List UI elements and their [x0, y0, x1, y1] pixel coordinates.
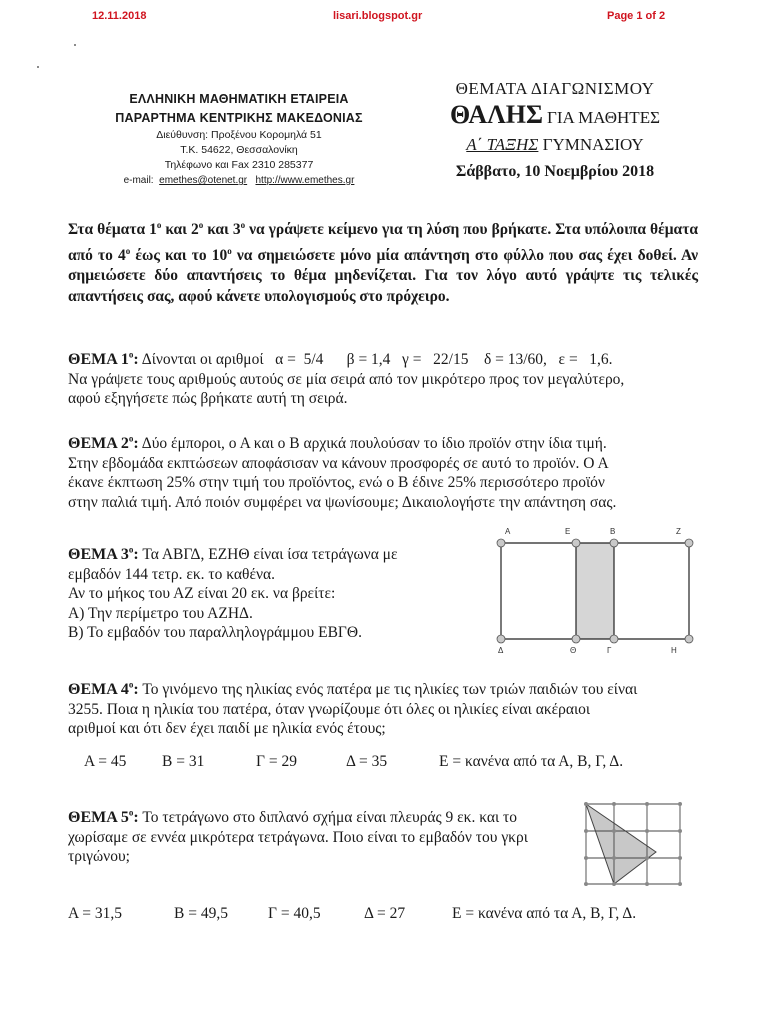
ordinal-sup: ο [227, 245, 232, 256]
q4-title: ΘΕΜΑ $4^o$: [68, 679, 139, 698]
page-number: Page 1 of 2 [607, 10, 666, 22]
q1-line1 [68, 350, 708, 370]
contest-label: ΘΕΜΑΤΑ ΔΙΑΓΩΝΙΣΜΟΥ [455, 79, 655, 98]
postal-code: Τ.Κ. 54622, Θεσσαλονίκη [180, 144, 298, 156]
q3-line5: Β) Το εμβαδόν του παραλληλογράμμου ΕΒΓΘ. [68, 624, 362, 641]
phone: Τηλέφωνο και Fax 2310 285377 [164, 159, 314, 171]
q2-line4: στην παλιά τιμή. Από ποιόν συμφέρει να ψωνίσουμε; Δικαιολογήστε την απάντηση σας. [68, 493, 617, 511]
society-header [84, 90, 394, 188]
label-a: Α [505, 527, 511, 536]
contest-title [420, 100, 690, 134]
q5-answer-b[interactable]: Β = 49,5 [174, 905, 228, 922]
for-students: ΓΙΑ ΜΑΘΗΤΕΣ [546, 108, 660, 127]
question-2 [68, 434, 708, 512]
branch-name: ΠΑΡΑΡΤΗΜΑ ΚΕΝΤΡΙΚΗΣ ΜΑΚΕΔΟΝΙΑΣ [115, 111, 363, 125]
q4-answer-e[interactable]: Ε = κανένα από τα Α, Β, Γ, Δ. [439, 753, 624, 770]
q4-answer-b[interactable]: Β = 31 [162, 753, 205, 770]
label-b: Β [610, 527, 616, 536]
q3-text: Τα ΑΒΓΔ, ΕΖΗΘ είναι ίσα τετράγωνα με [138, 546, 398, 563]
school: ΓΥΜΝΑΣΙΟΥ [542, 135, 644, 154]
q5-answer-g[interactable]: Γ = 40,5 [268, 905, 321, 922]
q4-answer-g[interactable]: Γ = 29 [256, 753, 297, 770]
question-4 [68, 680, 708, 739]
scan-speck [74, 44, 76, 46]
top-bar [0, 10, 768, 28]
question-5 [68, 808, 588, 867]
q3-line4: Α) Την περίμετρο του ΑΖΗΔ. [68, 604, 253, 622]
q1-text: Δίνονται οι αριθμοί α = 5/4 β = 1,4 γ = 22/15 δ = 13/60, ε = 1,6. [138, 351, 613, 368]
q4-answer-d[interactable]: Δ = 35 [346, 753, 388, 770]
label-th: Θ [570, 646, 577, 655]
q1-title: ΘΕΜΑ $1^o$: [68, 349, 139, 368]
q2-line3: έκανε έκπτωση 25% στην τιμή του προϊόντος, ενώ ο Β έδινε 25% περισσότερο προϊόν [68, 474, 605, 491]
gray-triangle [586, 804, 656, 884]
q4-line1 [68, 680, 708, 700]
label-d: Δ [498, 646, 504, 655]
label-h: Η [671, 646, 677, 655]
scan-speck [37, 66, 39, 68]
q5-text: Το τετράγωνο στο διπλανό σχήμα είναι πλευράς 9 εκ. και το [138, 809, 518, 826]
grade-line [420, 134, 690, 156]
q2-text: Δύο έμποροι, ο Α και ο Β αρχικά πουλούσαν το ίδιο προϊόν στην ίδια τιμή. [138, 435, 607, 452]
ordinal-sup: ο [156, 220, 162, 230]
parallelogram-ebgth [576, 543, 614, 639]
q5-answer-e[interactable]: Ε = κανένα από τα Α, Β, Γ, Δ. [452, 905, 637, 922]
label-e: Ε [565, 527, 571, 536]
q5-title: ΘΕΜΑ $5^o$: [68, 807, 139, 826]
grade: Α΄ ΤΑΞΗΣ [466, 135, 539, 154]
question-1 [68, 350, 708, 409]
ordinal-sup: ο [198, 220, 204, 230]
instr-part: και 2 [161, 221, 199, 239]
q1-line2: Να γράψετε τους αριθμούς αυτούς σε μία σειρά από τον μικρότερο προς τον μεγαλύτερο, [68, 370, 625, 388]
q4-answer-a[interactable]: Α = 45 [84, 753, 127, 770]
q3-line2: εμβαδόν 144 τετρ. εκ. το καθένα. [68, 565, 275, 583]
ordinal-sup: ο [125, 245, 131, 256]
q2-line1 [68, 434, 708, 454]
print-date: 12.11.2018 [92, 10, 147, 22]
contact-line [84, 173, 394, 188]
instr-part: Στα θέματα 1 [68, 221, 157, 239]
society-name: ΕΛΛΗΝΙΚΗ ΜΑΘΗΜΑΤΙΚΗ ΕΤΑΙΡΕΙΑ [129, 92, 349, 106]
address: Διεύθυνση: Προξένου Κορομηλά 51 [156, 129, 322, 141]
q4-line3: αριθμοί και ότι δεν έχει παιδί με ηλικία ενός έτους; [68, 720, 386, 737]
exam-date: Σάββατο, 10 Νοεμβρίου 2018 [455, 163, 655, 180]
q2-title: ΘΕΜΑ $2^o$: [68, 433, 139, 452]
ordinal-sup: ο [240, 220, 246, 230]
question-3 [68, 545, 498, 643]
q3-line3: Αν το μήκος του ΑΖ είναι 20 εκ. να βρείτε: [68, 585, 336, 602]
q4-line2: 3255. Ποια η ηλικία του πατέρα, όταν γνωρίζουμε ότι όλες οι ηλικίες είναι ακέραιοι [68, 700, 591, 718]
q3-title: ΘΕΜΑ $3^o$: [68, 544, 139, 563]
q2-line2: Στην εβδομάδα εκπτώσεων αποφάσισαν να κάνουν προσφορές σε αυτό το προϊόν. Ο Α [68, 454, 609, 472]
q5-answer-d[interactable]: Δ = 27 [364, 905, 406, 922]
instr-part: να σημειώσετε μόνο μία απάντηση στο φύλλο που σας έχει δοθεί. Αν σημειώσετε δύο απαντήσεις το θέμα μηδενίζεται. Για τον λόγο αυτό γράψτε τις τελικές απαντήσεις σας, αφού κάνετε υπολογισμούς στο πρόχειρο. [68, 246, 698, 305]
site-link[interactable]: lisari.blogspot.gr [333, 10, 423, 22]
instr-part: έως και το 10 [130, 246, 228, 264]
website-link[interactable]: http://www.emethes.gr [255, 175, 355, 186]
instr-part: να γράψετε κείμενο για τη λύση που βρήκατε. Στα υπόλοιπα θέματα από το 4 [68, 221, 698, 264]
squares-figure [495, 522, 705, 657]
thales-title: ΘΑΛΗΣ [450, 100, 543, 129]
q5-line3: τριγώνου; [68, 848, 130, 865]
q1-line3: αφού εξηγήσετε πώς βρήκατε αυτή τη σειρά. [68, 390, 348, 407]
q5-line2: χωρίσαμε σε εννέα μικρότερα τετράγωνα. Ποιο είναι το εμβαδόν του γκρι [68, 828, 528, 846]
instructions [68, 215, 698, 307]
label-g: Γ [607, 646, 612, 655]
email-link[interactable]: emethes@otenet.gr [159, 175, 248, 186]
email-label: e-mail: [123, 175, 154, 186]
q5-line1 [68, 808, 588, 828]
instr-part: και 3 [203, 221, 241, 239]
q4-text: Το γινόμενο της ηλικίας ενός πατέρα με τις ηλικίες των τριών παιδιών του είναι [138, 681, 638, 698]
q3-line1 [68, 545, 498, 565]
contest-header [420, 78, 690, 186]
label-z: Ζ [676, 527, 681, 536]
grid-triangle-figure [580, 796, 690, 892]
q5-answer-a[interactable]: Α = 31,5 [68, 905, 122, 922]
